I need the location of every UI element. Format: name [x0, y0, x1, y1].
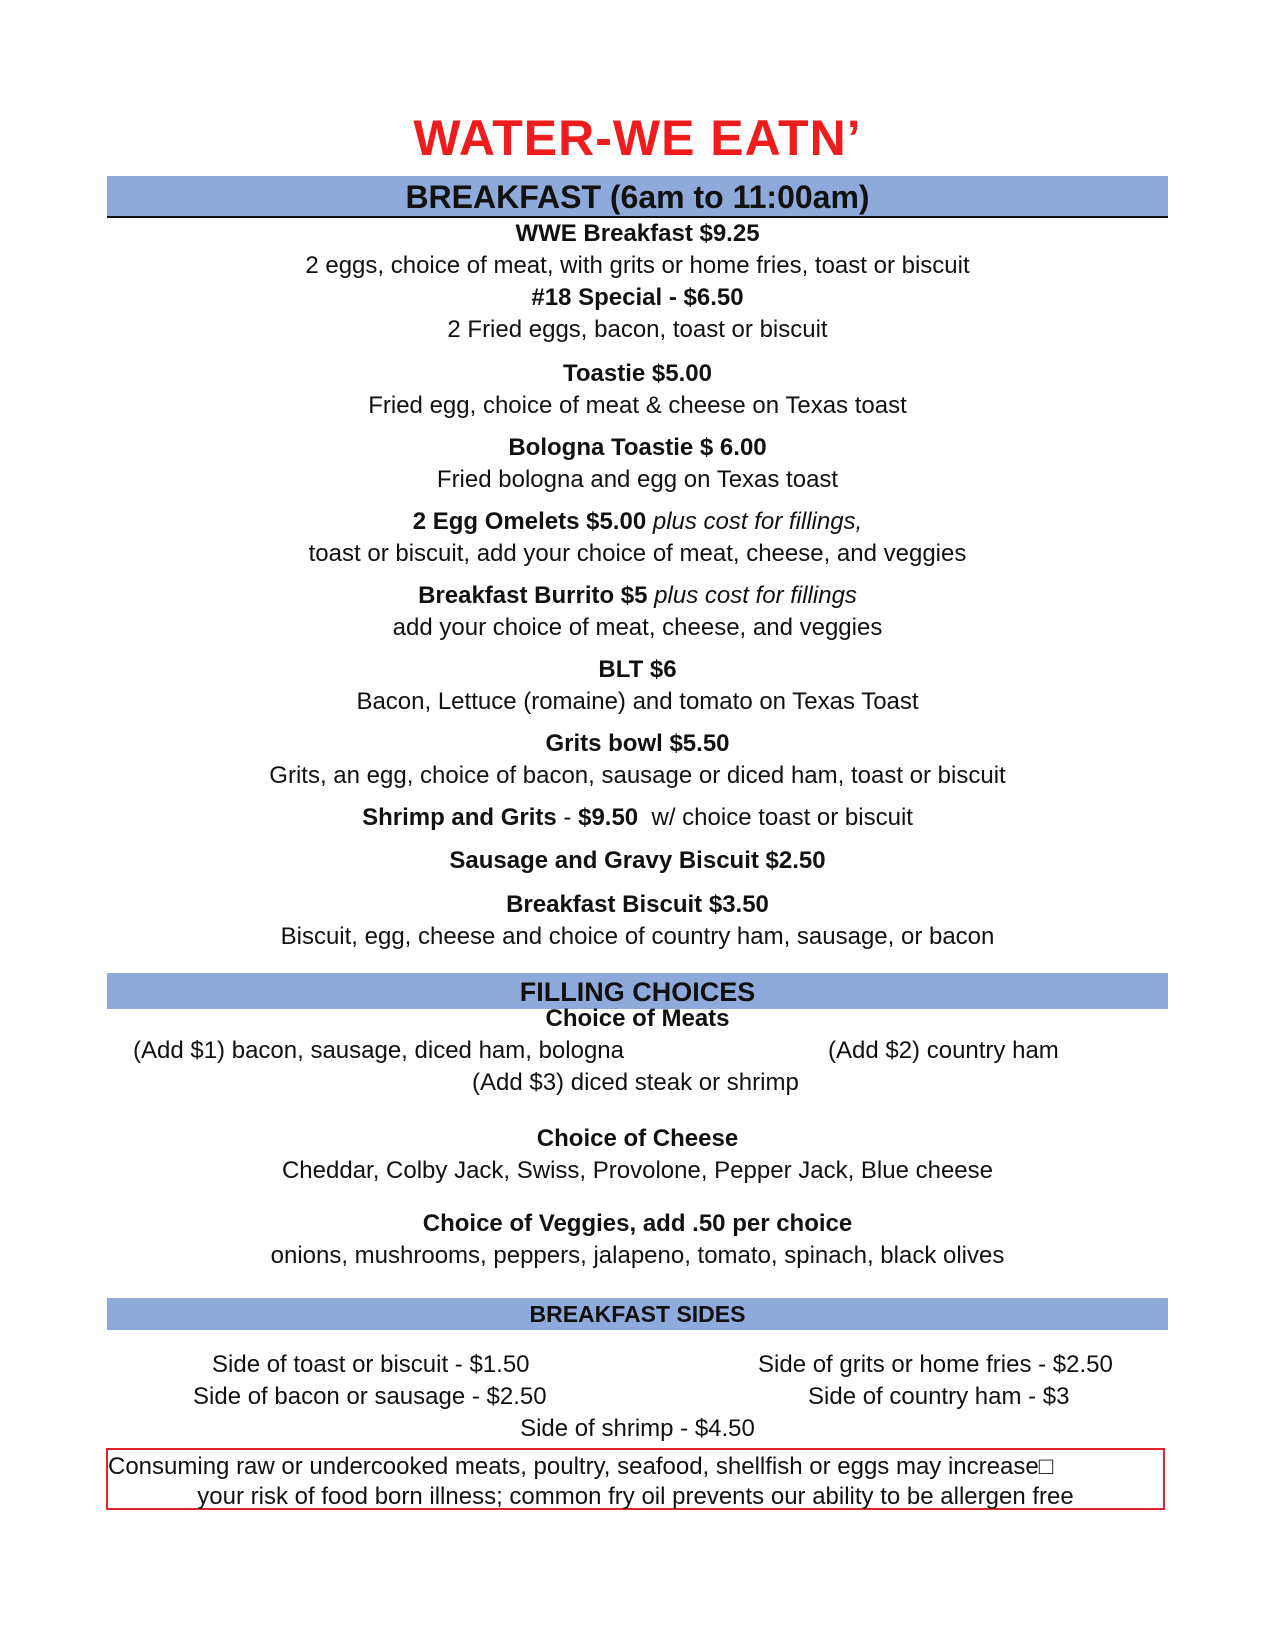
side-bacon: Side of bacon or sausage - $2.50 [193, 1383, 547, 1410]
item-omelets-desc: toast or biscuit, add your choice of meat, cheese, and veggies [308, 540, 967, 567]
allergen-warning-box [106, 1448, 1165, 1510]
item-burrito-line [0, 581, 1275, 611]
item-toastie-desc: Fried egg, choice of meat & cheese on Texas toast [368, 392, 907, 419]
meats-add3: (Add $3) diced steak or shrimp [472, 1069, 799, 1096]
meats-add2: (Add $2) country ham [828, 1037, 1059, 1064]
item-bologna-toastie-name: Bologna Toastie $ 6.00 [508, 434, 767, 461]
meats-add1: (Add $1) bacon, sausage, diced ham, bologna [133, 1037, 625, 1064]
side-country-ham: Side of country ham - $3 [808, 1383, 1070, 1410]
item-grits-bowl-name: Grits bowl $5.50 [545, 730, 730, 757]
item-shrimp-grits-note: w/ choice toast or biscuit [638, 804, 913, 831]
meats-title: Choice of Meats [545, 1005, 730, 1032]
veggies-list: onions, mushrooms, peppers, jalapeno, tomato, spinach, black olives [270, 1242, 1005, 1269]
item-sausage-gravy-name: Sausage and Gravy Biscuit $2.50 [449, 847, 826, 874]
item-blt-name: BLT $6 [598, 656, 677, 683]
breakfast-sides-heading: BREAKFAST SIDES [107, 1298, 1168, 1330]
item-18-special-desc: 2 Fried eggs, bacon, toast or biscuit [447, 316, 828, 343]
filling-choices-heading: FILLING CHOICES [107, 973, 1168, 1009]
item-18-special-name: #18 Special - $6.50 [531, 284, 744, 311]
breakfast-heading: BREAKFAST (6am to 11:00am) [107, 176, 1168, 218]
item-breakfast-biscuit-desc: Biscuit, egg, cheese and choice of country ham, sausage, or bacon [280, 923, 995, 950]
warning-line-2: your risk of food born illness; common fry oil prevents our ability to be allergen free [197, 1483, 1074, 1510]
item-breakfast-biscuit-name: Breakfast Biscuit $3.50 [506, 891, 769, 918]
restaurant-title: WATER-WE EATN’ [413, 110, 862, 166]
item-omelets-note: plus cost for fillings, [646, 508, 863, 535]
item-omelets-name: 2 Egg Omelets $5.00 [412, 508, 647, 535]
item-wwe-breakfast-name: WWE Breakfast $9.25 [515, 220, 760, 247]
item-grits-bowl-desc: Grits, an egg, choice of bacon, sausage or diced ham, toast or biscuit [269, 762, 1006, 789]
cheese-title: Choice of Cheese [536, 1125, 739, 1152]
item-shrimp-grits-sep: - [556, 804, 579, 831]
item-blt-desc: Bacon, Lettuce (romaine) and tomato on Texas Toast [356, 688, 919, 715]
item-shrimp-grits-price: $9.50 [578, 804, 639, 831]
side-shrimp: Side of shrimp - $4.50 [520, 1415, 755, 1442]
item-shrimp-grits-line [0, 803, 1275, 833]
side-toast: Side of toast or biscuit - $1.50 [212, 1351, 530, 1378]
item-shrimp-grits-name: Shrimp and Grits [362, 804, 557, 831]
item-burrito-desc: add your choice of meat, cheese, and veggies [392, 614, 883, 641]
item-burrito-name: Breakfast Burrito $5 [418, 582, 648, 609]
side-grits: Side of grits or home fries - $2.50 [758, 1351, 1113, 1378]
cheese-list: Cheddar, Colby Jack, Swiss, Provolone, Pepper Jack, Blue cheese [281, 1157, 994, 1184]
veggies-title: Choice of Veggies, add .50 per choice [422, 1210, 853, 1237]
item-omelets-line [0, 507, 1275, 537]
item-wwe-breakfast-desc: 2 eggs, choice of meat, with grits or home fries, toast or biscuit [305, 252, 970, 279]
item-toastie-name: Toastie $5.00 [563, 360, 712, 387]
item-bologna-toastie-desc: Fried bologna and egg on Texas toast [436, 466, 839, 493]
warning-line-1: Consuming raw or undercooked meats, poultry, seafood, shellfish or eggs may increase□ [108, 1453, 1054, 1480]
item-burrito-note: plus cost for fillings [647, 582, 857, 609]
